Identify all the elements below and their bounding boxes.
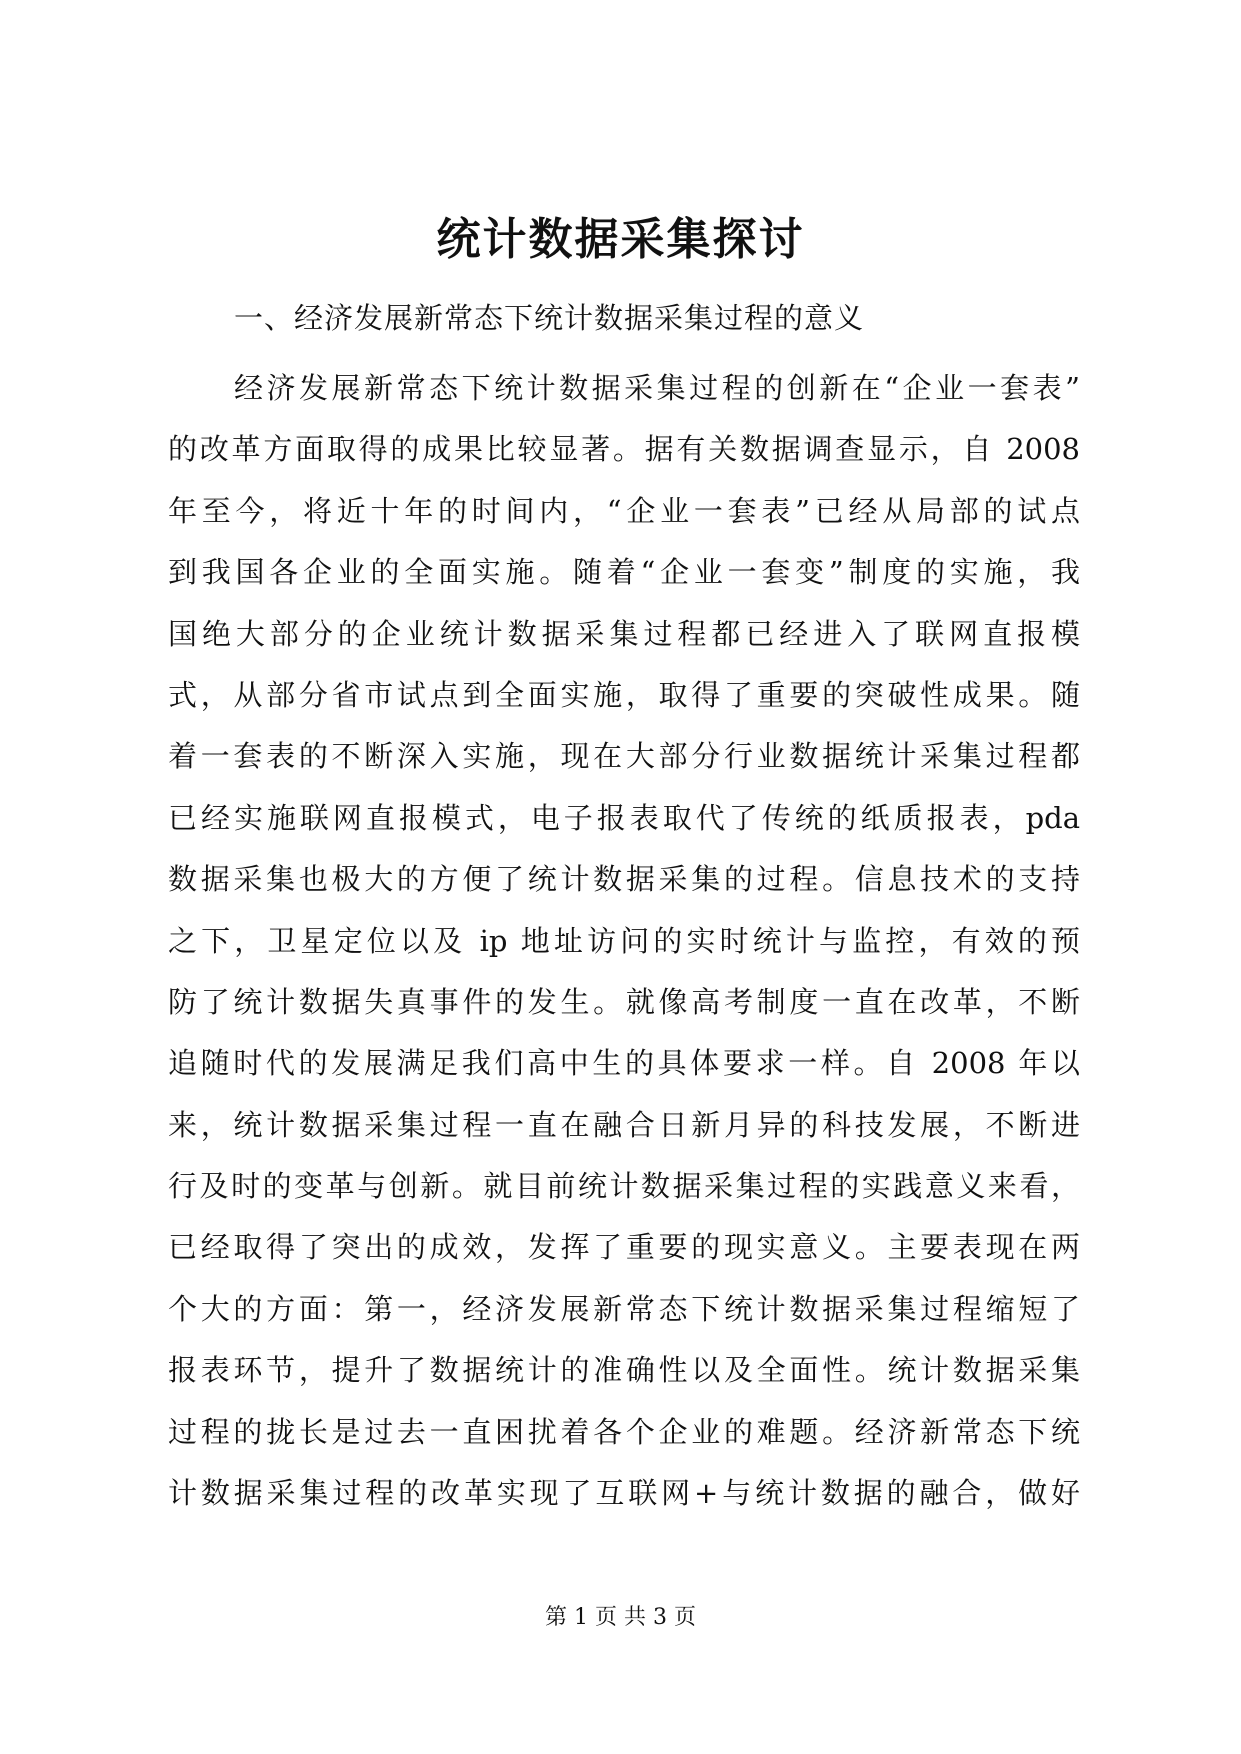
- body-line: 的改革方面取得的成果比较显著。据有关数据调查显示，自 2008: [168, 432, 1080, 467]
- body-line: 计数据采集过程的改革实现了互联网+与统计数据的融合，做好: [168, 1476, 1080, 1511]
- document-title: 统计数据采集探讨: [436, 214, 805, 265]
- body-line: 式，从部分省市试点到全面实施，取得了重要的突破性成果。随: [168, 677, 1080, 712]
- page-footer: 第 1 页 共 3 页: [545, 1605, 696, 1630]
- body-line: 已经取得了突出的成效，发挥了重要的现实意义。主要表现在两: [168, 1230, 1080, 1265]
- body-line: 防了统计数据失真事件的发生。就像高考制度一直在改革，不断: [168, 984, 1080, 1019]
- body-line: 之下，卫星定位以及 ip 地址访问的实时统计与监控，有效的预: [168, 923, 1080, 958]
- body-line: 已经实施联网直报模式，电子报表取代了传统的纸质报表，pda: [168, 800, 1080, 835]
- body-line: 行及时的变革与创新。就目前统计数据采集过程的实践意义来看，: [168, 1169, 1080, 1204]
- body-line: 经济发展新常态下统计数据采集过程的创新在“企业一套表”: [234, 371, 1080, 405]
- body-paragraph: [168, 358, 1080, 1524]
- body-line: 着一套表的不断深入实施，现在大部分行业数据统计采集过程都: [168, 739, 1080, 774]
- body-line: 个大的方面：第一，经济发展新常态下统计数据采集过程缩短了: [168, 1291, 1080, 1326]
- body-line: 来，统计数据采集过程一直在融合日新月异的科技发展，不断进: [168, 1107, 1080, 1142]
- body-line: 国绝大部分的企业统计数据采集过程都已经进入了联网直报模: [168, 616, 1080, 651]
- body-line: 追随时代的发展满足我们高中生的具体要求一样。自 2008 年以: [168, 1046, 1080, 1081]
- body-line: 报表环节，提升了数据统计的准确性以及全面性。统计数据采集: [168, 1353, 1080, 1388]
- body-line: 过程的拢长是过去一直困扰着各个企业的难题。经济新常态下统: [168, 1414, 1080, 1449]
- body-line: 到我国各企业的全面实施。随着“企业一套变”制度的实施，我: [168, 555, 1080, 590]
- body-line: 年至今，将近十年的时间内，“企业一套表”已经从局部的试点: [168, 493, 1080, 528]
- body-line: 数据采集也极大的方便了统计数据采集的过程。信息技术的支持: [168, 862, 1080, 897]
- section-heading: 一、经济发展新常态下统计数据采集过程的意义: [234, 301, 865, 335]
